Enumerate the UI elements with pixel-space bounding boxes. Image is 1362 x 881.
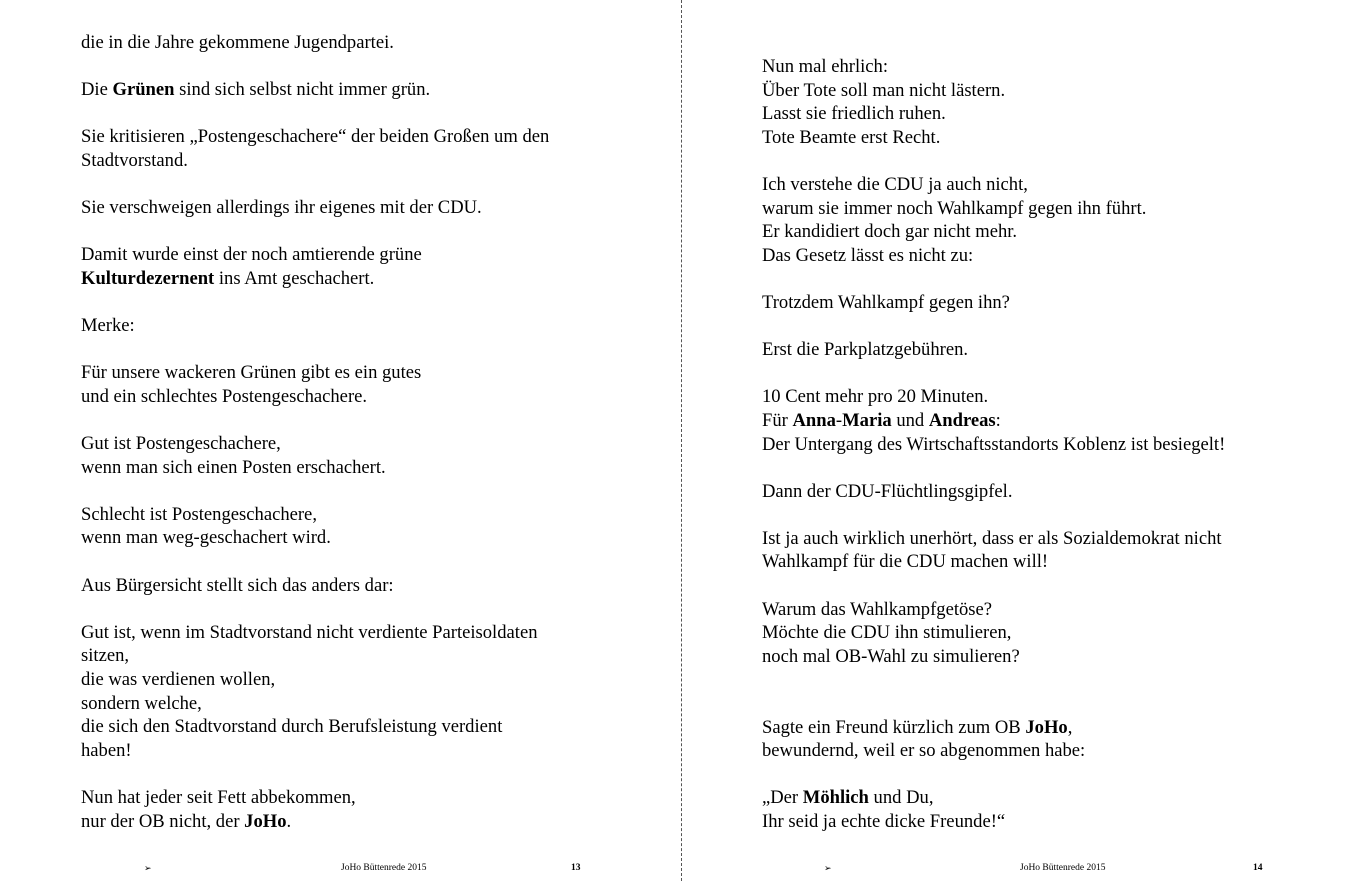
text-line: haben!: [81, 739, 132, 761]
paragraph: [762, 338, 1337, 362]
paragraph: [762, 527, 1337, 574]
paragraph: [81, 314, 641, 338]
text-line: die was verdienen wollen,: [81, 669, 276, 691]
right-page-body: [762, 55, 1337, 857]
text-line: Das Gesetz lässt es nicht zu:: [762, 244, 974, 266]
text-line: warum sie immer noch Wahlkampf gegen ihn führt.: [762, 197, 1147, 219]
paragraph: [762, 291, 1337, 315]
page-footer: [682, 861, 1362, 875]
text-line: [762, 786, 1337, 810]
paragraph: [762, 480, 1337, 504]
text-line: Für unsere wackeren Grünen gibt es ein gutes: [81, 362, 422, 384]
text-line: [81, 810, 641, 834]
bold-name-andreas: Andreas: [928, 409, 996, 431]
text-line: [762, 716, 1337, 740]
text-line: Stadtvorstand.: [81, 149, 188, 171]
text-line: Der Untergang des Wirtschaftsstandorts Koblenz ist besiegelt!: [762, 433, 1226, 455]
text-segment: Sagte ein Freund kürzlich zum OB: [762, 716, 1026, 738]
text-segment: und Du,: [868, 787, 934, 809]
text-line: [81, 78, 641, 102]
left-page-body: [81, 31, 641, 857]
bullet-arrow-icon: ➢: [144, 863, 152, 873]
text-line: [81, 267, 641, 291]
text-line: Über Tote soll man nicht lästern.: [762, 79, 1006, 101]
text-line: Nun mal ehrlich:: [762, 56, 888, 77]
right-page: [682, 0, 1362, 881]
text-line: 10 Cent mehr pro 20 Minuten.: [762, 386, 989, 408]
bold-name-anna: Anna: [792, 409, 836, 431]
page-number: 13: [571, 863, 581, 873]
text-line: Aus Bürgersicht stellt sich das anders dar:: [81, 574, 394, 596]
text-line: Ist ja auch wirklich unerhört, dass er als Sozialdemokrat nicht: [762, 527, 1222, 549]
text-line: Dann der CDU-Flüchtlingsgipfel.: [762, 480, 1013, 502]
paragraph: [81, 786, 641, 833]
paragraph: [762, 55, 1337, 149]
text-line: Erst die Parkplatzgebühren.: [762, 339, 969, 361]
text-line: Trotzdem Wahlkampf gegen ihn?: [762, 291, 1010, 313]
text-line: bewundernd, weil er so abgenommen habe:: [762, 740, 1086, 762]
bold-term-kulturdezernent: Kulturdezernent: [81, 267, 215, 289]
text-line: und ein schlechtes Postengeschachere.: [81, 385, 368, 407]
text-line: Nun hat jeder seit Fett abbekommen,: [81, 787, 356, 808]
paragraph: [762, 716, 1337, 763]
paragraph: [81, 31, 641, 55]
text-segment: ,: [1067, 716, 1073, 738]
paragraph: [762, 173, 1337, 267]
text-line: Sie kritisieren „Postengeschachere“ der beiden Großen um den: [81, 126, 550, 148]
text-line: die sich den Stadtvorstand durch Berufsleistung verdient: [81, 716, 503, 738]
text-line: sitzen,: [81, 645, 130, 667]
text-line: Sie verschweigen allerdings ihr eigenes mit der CDU.: [81, 197, 482, 219]
text-line: sondern welche,: [81, 692, 202, 714]
text-line: die in die Jahre gekommene Jugendpartei.: [81, 32, 394, 53]
text-line: wenn man sich einen Posten erschachert.: [81, 456, 386, 478]
text-line: noch mal OB-Wahl zu simulieren?: [762, 645, 1020, 667]
text-segment: nur der OB nicht, der: [81, 810, 245, 832]
bold-term-joho: JoHo: [244, 810, 287, 832]
text-line: Ihr seid ja echte dicke Freunde!“: [762, 811, 1006, 832]
paragraph: [81, 621, 641, 763]
paragraph: [81, 125, 641, 172]
bold-name-maria: Maria: [842, 409, 892, 431]
page-number: 14: [1253, 863, 1263, 873]
text-segment: .: [286, 810, 292, 832]
text-segment: ins Amt geschachert.: [214, 267, 375, 289]
paragraph: [81, 361, 641, 408]
text-segment: sind sich selbst nicht immer grün.: [174, 79, 431, 101]
text-line: Warum das Wahlkampfgetöse?: [762, 598, 993, 620]
paragraph: [762, 385, 1337, 456]
text-line: Gut ist, wenn im Stadtvorstand nicht verdiente Parteisoldaten: [81, 621, 538, 643]
text-line: Tote Beamte erst Recht.: [762, 126, 941, 148]
footer-title: JoHo Büttenrede 2015: [1020, 863, 1106, 873]
bold-term-joho: JoHo: [1025, 716, 1068, 738]
text-segment: „Der: [762, 787, 803, 809]
text-line: Er kandidiert doch gar nicht mehr.: [762, 221, 1018, 243]
bullet-arrow-icon: ➢: [824, 863, 832, 873]
text-line: Damit wurde einst der noch amtierende grüne: [81, 244, 422, 266]
paragraph: [762, 786, 1337, 833]
paragraph: [81, 503, 641, 550]
page-footer: [0, 861, 681, 875]
paragraph: [81, 432, 641, 479]
bold-name-moehlich: Möhlich: [802, 787, 869, 809]
blank-line: [762, 692, 1337, 716]
text-segment: Die: [81, 79, 113, 101]
text-segment: :: [995, 409, 1001, 431]
paragraph: [81, 78, 641, 102]
text-segment: Für: [762, 409, 793, 431]
text-segment: und: [891, 409, 929, 431]
paragraph: [81, 196, 641, 220]
text-line: Gut ist Postengeschachere,: [81, 433, 281, 455]
text-line: [762, 409, 1337, 433]
text-segment: -: [835, 409, 843, 431]
paragraph: [762, 598, 1337, 669]
paragraph: [81, 574, 641, 598]
text-line: Wahlkampf für die CDU machen will!: [762, 551, 1049, 573]
text-line: Merke:: [81, 315, 135, 337]
footer-title: JoHo Büttenrede 2015: [341, 863, 427, 873]
paragraph: [81, 243, 641, 290]
text-line: wenn man weg-geschachert wird.: [81, 527, 331, 549]
bold-term-gruenen: Grünen: [112, 79, 175, 101]
text-line: Ich verstehe die CDU ja auch nicht,: [762, 173, 1028, 195]
text-line: Schlecht ist Postengeschachere,: [81, 503, 317, 525]
text-line: Lasst sie friedlich ruhen.: [762, 103, 946, 125]
text-line: Möchte die CDU ihn stimulieren,: [762, 622, 1012, 644]
